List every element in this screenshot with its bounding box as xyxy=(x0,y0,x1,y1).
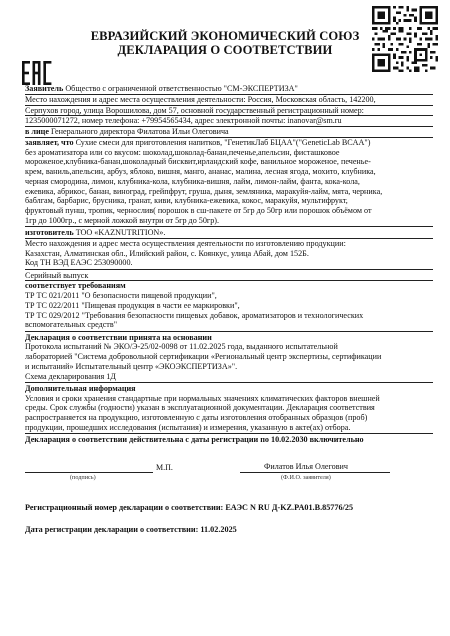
declaration-body xyxy=(25,84,433,445)
applicant-label: Заявитель xyxy=(25,84,64,93)
basis-label: Декларация о соответствии принята на основании xyxy=(25,332,212,342)
manufacturer-label: изготовитель xyxy=(25,228,74,237)
tnved-code: Код ТН ВЭД ЕАЭС 253090000. xyxy=(25,258,133,268)
batch-type: Серийный выпуск xyxy=(25,271,433,282)
statement-line-4: черная смородина, лимон, клубника-кола, клубника-вишня, лайм, лимон-лайм, фанта, кока-кола, xyxy=(25,176,360,186)
requirements-list xyxy=(25,291,433,332)
representative-label: в лице xyxy=(25,127,49,136)
applicant-address-3: 1235000071272, номер телефона: +79954565434, адрес электронной почты: inanovar@sm.ru xyxy=(25,116,433,127)
signature-caption: (подпись) xyxy=(70,474,96,481)
additional-line-3: продукции, прошедших исследования (испытания) и измерения, указанную в акте(ах) отбора. xyxy=(25,422,351,432)
applicant-name: Общество с ограниченной ответственностью "СМ-ЭКСПЕРТИЗА" xyxy=(65,84,298,93)
stamp-placeholder: М.П. xyxy=(156,463,173,472)
statement-line-7: фруктовый пунш, тропик, чернослив( порошок в сш-пакете от 5гр до 50гр или порошок объёмом от xyxy=(25,206,372,215)
basis-line-1: лабораторией "Система добровольной сертификации «Региональный центр экспертизы, сертификации xyxy=(25,352,382,361)
basis-line-2: и испытаний» Испытательный центр «ЭКОЭКСПЕРТИЗА»". xyxy=(25,361,238,371)
additional-line-0: Условия и сроки хранения стандартные при нормальных значениях климатических факторов внешней xyxy=(25,393,380,403)
signer-name: Филатов Илья Олегович xyxy=(264,462,348,471)
statement-line-0: заявляет, что Сухие смеси для приготовления напитков, "ГенетикЛаб БЦАА"("GeneticLab BCAA") xyxy=(25,137,371,147)
statement-label: заявляет, что xyxy=(25,137,74,147)
requirements-label: соответствует требованиям xyxy=(25,281,126,291)
statement-line-6: баблгам, барбарис, брусника, гранат, киви, клубника-ежевика, кокос, маракуйя, мультифрукт, xyxy=(25,196,348,206)
declaration-scheme: Схема декларирования 1Д xyxy=(25,371,116,381)
registration-number: Регистрационный номер декларации о соответствии: ЕАЭС N RU Д-KZ.PA01.B.85776/25 xyxy=(25,503,354,512)
basis-text xyxy=(25,342,433,383)
basis-line-0: Протокола испытаний № ЭКО/Э-25/02-0098 от 11.02.2025 года, выданного испытательной xyxy=(25,342,338,352)
statement-line-5: ежевика, абрикос, банан, виноград, грейпфрут, груша, дыня, земляника, маракуйя-лайм, мята, черника, xyxy=(25,186,383,196)
additional-info-label: Дополнительная информация xyxy=(25,383,136,393)
signer-caption: (Ф.И.О. заявителя) xyxy=(281,474,331,481)
representative-line xyxy=(25,127,433,138)
statement-line-3: крем, ваниль,апельсин, арбуз, яблоко, вишня, манго, ананас, малина, лесная ягода, мохито, клубника, xyxy=(25,167,376,176)
additional-line-1: среды. Срок службы (годности) указан в эксплуатационной документации. Декларация соответствия xyxy=(25,403,375,413)
statement-line-2: мороженое,клубника-банан,шоколадный бисквит,ирландский кофе, ванильное мороженое, печенье- xyxy=(25,157,371,167)
product-statement xyxy=(25,138,433,227)
requirement-item: ТР ТС 029/2012 "Требования безопасности пищевых добавок, ароматизаторов и технологических xyxy=(25,310,364,320)
requirement-item: ТР ТС 021/2011 "О безопасности пищевой продукции", xyxy=(25,291,217,300)
requirement-item: вспомогательных средств" xyxy=(25,320,118,330)
additional-info-text xyxy=(25,394,433,435)
qr-code-icon xyxy=(372,6,438,72)
additional-line-2: распространяется на продукцию, изготовленную с даты изготовления отобранных образцов (проб) xyxy=(25,413,368,422)
requirement-item: ТР ТС 022/2011 "Пищевая продукция в части ее маркировки", xyxy=(25,300,240,310)
applicant-line xyxy=(25,84,433,95)
manufacturer-address-2: Казахстан, Алматинская обл., Илийский район, с. Коянкус, улица Абай, дом 152Б. xyxy=(25,248,309,258)
validity-period: Декларация о соответствии действительна с даты регистрации по 10.02.2030 включительно xyxy=(25,435,364,444)
manufacturer-address-1: Место нахождения и адрес места осуществления деятельности по изготовлению продукции: xyxy=(25,238,346,248)
applicant-address-1: Место нахождения и адрес места осуществления деятельности: Россия, Московская область, 142200, xyxy=(25,95,433,106)
header-union-title: ЕВРАЗИЙСКИЙ ЭКОНОМИЧЕСКИЙ СОЮЗ xyxy=(90,29,360,43)
registration-date: Дата регистрации декларации о соответствии: 11.02.2025 xyxy=(25,525,237,534)
statement-line-1: без ароматизатора или со вкусом: шоколад,шоколад-банан,печенье,апельсин, фисташковое xyxy=(25,147,340,157)
applicant-address-2: Серпухов город, улица Ворошилова, дом 57, основной государственный регистрационный номер: xyxy=(25,106,433,117)
signer-line xyxy=(240,472,390,473)
signature-line xyxy=(25,472,153,473)
header-declaration-title: ДЕКЛАРАЦИЯ О СООТВЕТСТВИИ xyxy=(117,43,333,57)
manufacturer-line xyxy=(25,228,433,239)
manufacturer-name: ТОО «KAZNUTRITION». xyxy=(75,228,166,237)
statement-line-8: 1гр до 1000гр., с мерной ложкой внутри от 5гр до 50гр). xyxy=(25,215,220,225)
manufacturer-details xyxy=(25,239,433,270)
representative-text: Генерального директора Филатова Ильи Олеговича xyxy=(50,127,229,136)
